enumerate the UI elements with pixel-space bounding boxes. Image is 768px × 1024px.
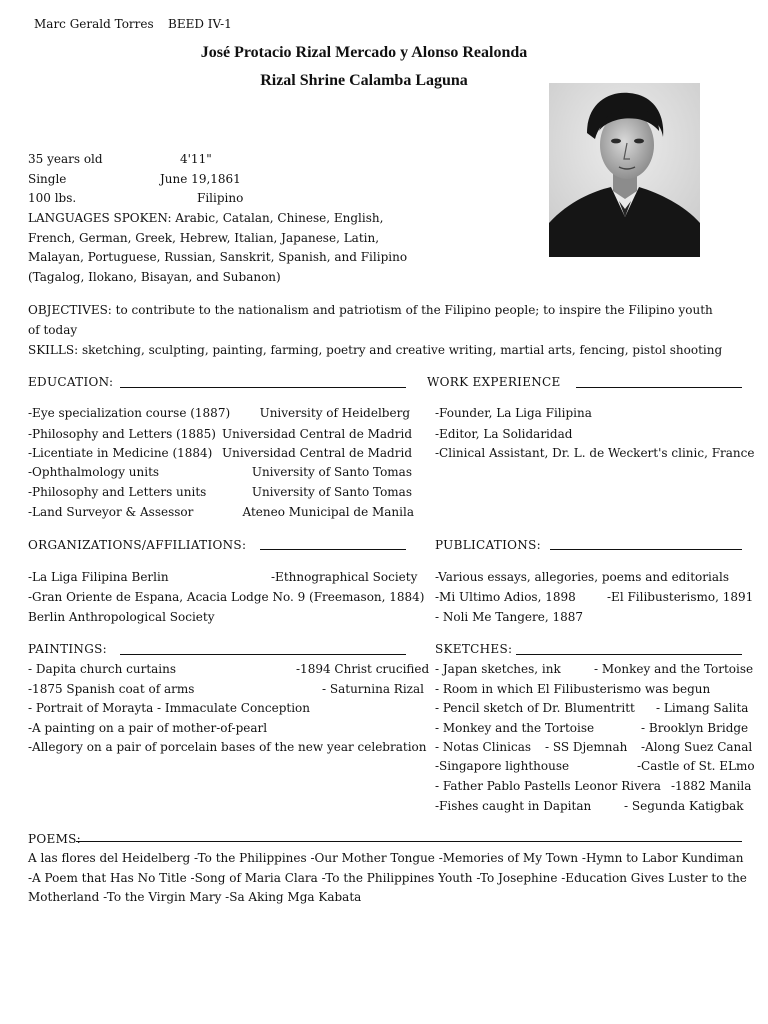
publication-item: -Mi Ultimo Adios, 1898 [435,590,576,604]
portrait-photo [549,83,700,257]
sketch-item: -Along Suez Canal [641,740,753,754]
organizations-rule [260,549,406,550]
work-item: -Editor, La Solidaridad [435,427,573,441]
skills-line: SKILLS: sketching, sculpting, painting, farming, poetry and creative writing, martial arts, fencing, pistol shooting [28,343,723,357]
education-entry [28,425,414,445]
sketches-rule [516,654,742,655]
education-school: Ateneo Municipal de Manila [242,505,414,519]
sketch-item: - Notas Clinicas [435,740,531,754]
poems-heading: POEMS: [28,832,82,846]
education-school: University of Heidelberg [259,406,410,420]
sketch-item: - Monkey and the Tortoise [435,721,595,735]
publications-rule [550,549,742,550]
education-course: -Land Surveyor & Assessor [28,505,194,519]
education-heading: EDUCATION: [28,375,114,389]
work-rule [576,387,742,388]
portrait-illustration [549,83,700,257]
education-entry [28,463,414,483]
citizenship: Filipino [197,191,244,205]
education-course: -Philosophy and Letters (1885) [28,427,216,441]
publication-item: -El Filibusterismo, 1891 [607,590,754,604]
weight: 100 lbs. [28,191,77,205]
sketch-item: - Brooklyn Bridge [641,721,749,735]
work-item: -Founder, La Liga Filipina [435,406,592,420]
publication-item: -Various essays, allegories, poems and editorials [435,570,729,584]
education-rule [120,387,406,388]
organization-item: Berlin Anthropological Society [28,610,215,624]
education-school: University of Santo Tomas [251,485,412,499]
document-subtitle: Rizal Shrine Calamba Laguna [260,72,468,89]
document-title: José Protacio Rizal Mercado y Alonso Realonda [200,44,528,61]
languages-line: (Tagalog, Ilokano, Bisayan, and Subanon) [28,270,281,284]
objectives-line: OBJECTIVES: to contribute to the nationalism and patriotism of the Filipino people; to inspire the Filipino youth [28,303,713,317]
education-entry [28,483,414,503]
work-item: -Clinical Assistant, Dr. L. de Weckert's clinic, France [435,446,755,460]
organization-item: -Gran Oriente de Espana, Acacia Lodge No. 9 (Freemason, 1884) [28,590,425,604]
languages-line: LANGUAGES SPOKEN: Arabic, Catalan, Chinese, English, [28,211,384,225]
sketch-item: - SS Djemnah [545,740,628,754]
organization-item: -Ethnographical Society [271,570,418,584]
birthdate: June 19,1861 [160,172,241,186]
painting-item: - Saturnina Rizal [322,682,424,696]
sketch-item: - Japan sketches, ink [435,662,561,676]
paintings-heading: PAINTINGS: [28,642,107,656]
education-course: -Licentiate in Medicine (1884) [28,446,213,460]
organizations-heading: ORGANIZATIONS/AFFILIATIONS: [28,538,247,552]
organization-item: -La Liga Filipina Berlin [28,570,169,584]
poem-line: Motherland -To the Virgin Mary -Sa Aking Mga Kabata [28,890,362,904]
publication-item: - Noli Me Tangere, 1887 [435,610,584,624]
sketch-item: -Fishes caught in Dapitan [435,799,592,813]
sketch-item: - Father Pablo Pastells Leonor Rivera [435,779,661,793]
painting-item: -1875 Spanish coat of arms [28,682,195,696]
languages-line: Malayan, Portuguese, Russian, Sanskrit, Spanish, and Filipino [28,250,408,264]
education-school: Universidad Central de Madrid [222,427,412,441]
sketch-item: - Room in which El Filibusterismo was begun [435,682,711,696]
student-name: Marc Gerald Torres [34,17,154,31]
poem-line: A las flores del Heidelberg -To the Philippines -Our Mother Tongue -Memories of My Town -Hymn to Labor Kundiman [28,851,744,865]
civil-status: Single [28,172,67,186]
poems-rule [76,841,742,842]
education-course: -Ophthalmology units [28,465,160,479]
education-school: Universidad Central de Madrid [222,446,412,460]
education-school: University of Santo Tomas [251,465,412,479]
sketches-heading: SKETCHES: [435,642,513,656]
paintings-rule [120,654,406,655]
languages-line: French, German, Greek, Hebrew, Italian, Japanese, Latin, [28,231,380,245]
painting-item: - Dapita church curtains [28,662,177,676]
painting-item: -1894 Christ crucified [296,662,430,676]
age: 35 years old [28,152,103,166]
sketch-item: -1882 Manila [671,779,752,793]
education-entry [28,444,414,464]
height: 4'11" [180,152,212,166]
education-course: -Eye specialization course (1887) [28,406,231,420]
sketch-item: - Segunda Katigbak [624,799,744,813]
course-section: BEED IV-1 [168,17,232,31]
poem-line: -A Poem that Has No Title -Song of Maria Clara -To the Philippines Youth -To Josephine -Education Gives Luster to the [28,871,747,885]
sketch-item: - Pencil sketch of Dr. Blumentritt [435,701,635,715]
painting-item: -A painting on a pair of mother-of-pearl [28,721,268,735]
education-entry [28,404,414,424]
painting-item: - Portrait of Morayta - Immaculate Conception [28,701,311,715]
sketch-item: - Limang Salita [656,701,749,715]
sketch-item: - Monkey and the Tortoise [594,662,754,676]
sketch-item: -Castle of St. ELmo [637,759,755,773]
painting-item: -Allegory on a pair of porcelain bases of the new year celebration [28,740,427,754]
education-course: -Philosophy and Letters units [28,485,207,499]
education-entry [28,503,414,523]
work-heading: WORK EXPERIENCE [427,375,561,389]
sketch-item: -Singapore lighthouse [435,759,570,773]
objectives-line: of today [28,323,78,337]
publications-heading: PUBLICATIONS: [435,538,541,552]
